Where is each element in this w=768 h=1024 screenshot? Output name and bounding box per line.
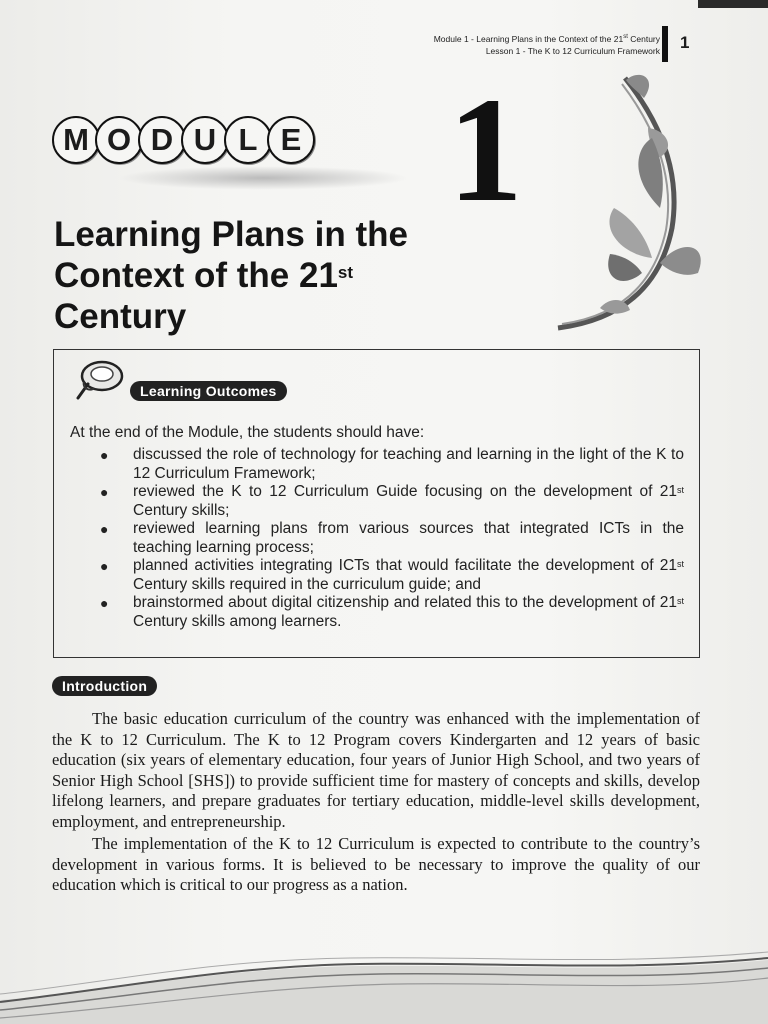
outcomes-list xyxy=(100,446,684,631)
introduction-heading: Introduction xyxy=(52,676,157,696)
bullet-icon: ● xyxy=(100,447,109,463)
module-letter: M xyxy=(52,116,100,164)
module-title xyxy=(54,214,474,337)
bullet-icon: ● xyxy=(100,521,109,537)
bullet-icon: ● xyxy=(100,595,109,611)
module-letter: U xyxy=(181,116,229,164)
outcome-item: ● discussed the role of technology for teaching and learning in the light of the K to 12 Curriculum Framework; xyxy=(100,446,684,482)
module-title-line: Learning Plans in the xyxy=(54,215,408,254)
header-lesson-line: Lesson 1 - The K to 12 Curriculum Framework xyxy=(485,45,660,56)
page-number: 1 xyxy=(680,33,690,52)
header-module-line: Module 1 - Learning Plans in the Context of the 21st Century xyxy=(433,33,660,44)
outcome-item: ● reviewed learning plans from various sources that integrated ICTs in the teaching learning process; xyxy=(100,520,684,556)
module-banner xyxy=(52,116,310,164)
intro-paragraph: The implementation of the K to 12 Curriculum is expected to contribute to the country’s development in various forms. It is believed to be necessary to improve the quality of our education which is critical to our progress as a nation. xyxy=(52,834,700,894)
module-letter: O xyxy=(95,116,143,164)
outcomes-lead-text: At the end of the Module, the students should have: xyxy=(70,424,425,441)
module-banner-shadow xyxy=(118,166,408,190)
module-letter: L xyxy=(224,116,272,164)
module-title-line: Context of the 21st xyxy=(54,256,354,295)
module-number: 1 xyxy=(448,67,523,233)
module-letter: E xyxy=(267,116,315,164)
header-divider-bar xyxy=(662,26,668,62)
learning-outcomes-heading: Learning Outcomes xyxy=(130,381,287,401)
outcome-item: ● reviewed the K to 12 Curriculum Guide focusing on the development of 21st Century skills; xyxy=(100,483,684,519)
scan-edge xyxy=(698,0,768,8)
outcome-item: ● planned activities integrating ICTs that would facilitate the development of 21st Century skills required in the curriculum guide; and xyxy=(100,557,684,593)
outcome-item: ● brainstormed about digital citizenship and related this to the development of 21st Century skills among learners. xyxy=(100,594,684,630)
leaf-vine-ornament xyxy=(540,58,710,343)
intro-paragraph: The basic education curriculum of the country was enhanced with the implementation of the K to 12 Curriculum. The K to 12 Program covers Kindergarten and 12 years of basic education (six years of elementary education, four years of Junior High School, and two years of Senior High School [SHS]) to provide sufficient time for mastery of concepts and skills, develop lifelong learners, and prepare graduates for tertiary education, middle-level skills development, employment, and entrepreneurship. xyxy=(52,709,700,831)
pushpin-icon xyxy=(72,358,128,402)
module-title-line: Century xyxy=(54,297,187,336)
module-letter: D xyxy=(138,116,186,164)
running-header xyxy=(434,31,660,57)
wave-border xyxy=(0,930,768,1024)
introduction-body xyxy=(52,709,700,898)
bullet-icon: ● xyxy=(100,558,109,574)
bullet-icon: ● xyxy=(100,484,109,500)
